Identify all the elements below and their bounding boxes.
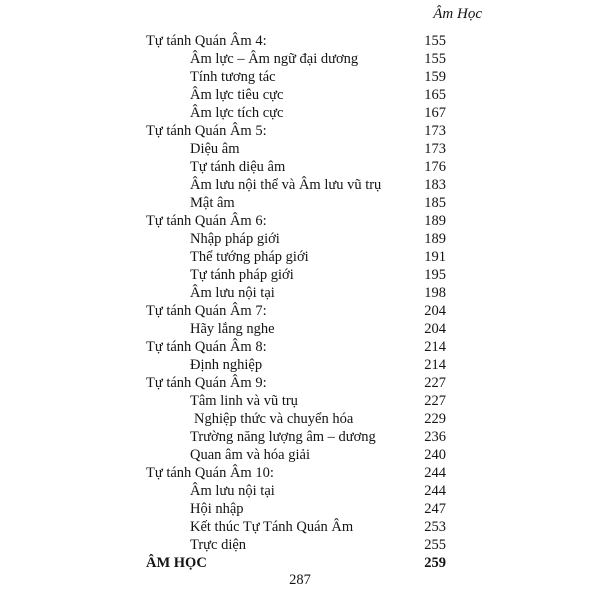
toc-entry-title: Nghiệp thức và chuyển hóa	[194, 411, 354, 427]
toc-entry-page: 204	[424, 303, 446, 319]
page-number: 287	[289, 572, 311, 588]
toc-entry-page: 195	[424, 267, 446, 283]
toc-entry-title: Kết thúc Tự Tánh Quán Âm	[190, 519, 354, 535]
toc-entry-page: 176	[424, 159, 446, 175]
toc-chapter-entry	[0, 212, 600, 230]
toc-entry-title: Thể tướng pháp giới	[190, 249, 309, 265]
toc-chapter-entry	[0, 374, 600, 392]
toc-section-entry	[0, 140, 600, 158]
toc-entry-page: 259	[424, 555, 446, 571]
toc-entry-page: 204	[424, 321, 446, 337]
toc-entry-page: 229	[424, 411, 446, 427]
toc-entry-page: 189	[424, 213, 446, 229]
toc-entry-page: 167	[424, 105, 446, 121]
toc-part-heading	[0, 554, 600, 572]
toc-entry-page: 173	[424, 141, 446, 157]
toc-entry-page: 244	[424, 465, 446, 481]
toc-entry-title: Tự tánh Quán Âm 8:	[146, 339, 267, 355]
toc-entry-page: 253	[424, 519, 446, 535]
toc-section-entry	[0, 194, 600, 212]
toc-entry-page: 240	[424, 447, 446, 463]
toc-chapter-entry	[0, 338, 600, 356]
toc-section-entry	[0, 446, 600, 464]
toc-section-entry	[0, 356, 600, 374]
toc-entry-title: Nhập pháp giới	[190, 231, 280, 247]
table-of-contents	[0, 32, 600, 572]
toc-section-entry	[0, 248, 600, 266]
toc-entry-title: Âm lưu nội tại	[190, 483, 275, 499]
toc-section-entry	[0, 104, 600, 122]
toc-entry-title: Tâm linh và vũ trụ	[190, 393, 298, 409]
toc-entry-page: 227	[424, 393, 446, 409]
toc-entry-page: 173	[424, 123, 446, 139]
toc-entry-title: Trực diện	[190, 537, 247, 553]
toc-entry-page: 155	[424, 51, 446, 67]
toc-section-entry	[0, 428, 600, 446]
toc-section-entry	[0, 176, 600, 194]
toc-entry-title: Tự tánh Quán Âm 4:	[146, 33, 267, 49]
toc-entry-title: Mật âm	[190, 195, 235, 211]
toc-entry-title: Diệu âm	[190, 141, 240, 157]
toc-entry-page: 227	[424, 375, 446, 391]
toc-entry-title: Tự tánh Quán Âm 10:	[146, 465, 274, 481]
toc-entry-page: 214	[424, 357, 446, 373]
toc-section-entry	[0, 266, 600, 284]
toc-entry-title: Tự tánh diệu âm	[190, 159, 286, 175]
toc-entry-title: Tính tương tác	[190, 69, 276, 85]
toc-entry-title: Tự tánh Quán Âm 7:	[146, 303, 267, 319]
toc-entry-title: Tự tánh Quán Âm 9:	[146, 375, 267, 391]
toc-entry-title: Hãy lắng nghe	[190, 321, 275, 337]
toc-entry-page: 214	[424, 339, 446, 355]
toc-entry-page: 155	[424, 33, 446, 49]
toc-section-entry	[0, 320, 600, 338]
toc-section-entry	[0, 500, 600, 518]
toc-entry-title: Tự tánh Quán Âm 6:	[146, 213, 267, 229]
toc-entry-title: Âm lưu nội thể và Âm lưu vũ trụ	[190, 177, 382, 193]
toc-entry-page: 244	[424, 483, 446, 499]
toc-chapter-entry	[0, 122, 600, 140]
toc-section-entry	[0, 68, 600, 86]
toc-section-entry	[0, 230, 600, 248]
toc-section-entry	[0, 536, 600, 554]
toc-chapter-entry	[0, 464, 600, 482]
running-head: Âm Học	[433, 6, 482, 22]
toc-entry-title: Tự tánh Quán Âm 5:	[146, 123, 267, 139]
toc-entry-title: Định nghiệp	[190, 357, 263, 373]
toc-chapter-entry	[0, 32, 600, 50]
toc-entry-page: 185	[424, 195, 446, 211]
toc-chapter-entry	[0, 302, 600, 320]
toc-entry-title: Âm lực tiêu cực	[190, 87, 284, 103]
toc-entry-title: Âm lực – Âm ngữ đại dương	[190, 51, 359, 67]
toc-section-entry	[0, 50, 600, 68]
toc-section-entry	[0, 284, 600, 302]
toc-section-entry	[0, 392, 600, 410]
toc-entry-page: 183	[424, 177, 446, 193]
toc-section-entry	[0, 158, 600, 176]
toc-entry-page: 159	[424, 69, 446, 85]
toc-section-entry	[0, 410, 600, 428]
toc-entry-page: 191	[424, 249, 446, 265]
toc-entry-title: Quan âm và hóa giải	[190, 447, 310, 463]
toc-section-entry	[0, 86, 600, 104]
toc-entry-page: 198	[424, 285, 446, 301]
toc-entry-page: 165	[424, 87, 446, 103]
toc-entry-title: ÂM HỌC	[146, 555, 207, 571]
toc-entry-page: 255	[424, 537, 446, 553]
toc-entry-title: Âm lực tích cực	[190, 105, 284, 121]
toc-entry-page: 189	[424, 231, 446, 247]
toc-entry-title: Trường năng lượng âm – dương	[190, 429, 376, 445]
toc-section-entry	[0, 482, 600, 500]
toc-entry-page: 236	[424, 429, 446, 445]
toc-entry-title: Âm lưu nội tại	[190, 285, 275, 301]
toc-entry-title: Hội nhập	[190, 501, 244, 517]
toc-entry-page: 247	[424, 501, 446, 517]
toc-section-entry	[0, 518, 600, 536]
toc-entry-title: Tự tánh pháp giới	[190, 267, 294, 283]
